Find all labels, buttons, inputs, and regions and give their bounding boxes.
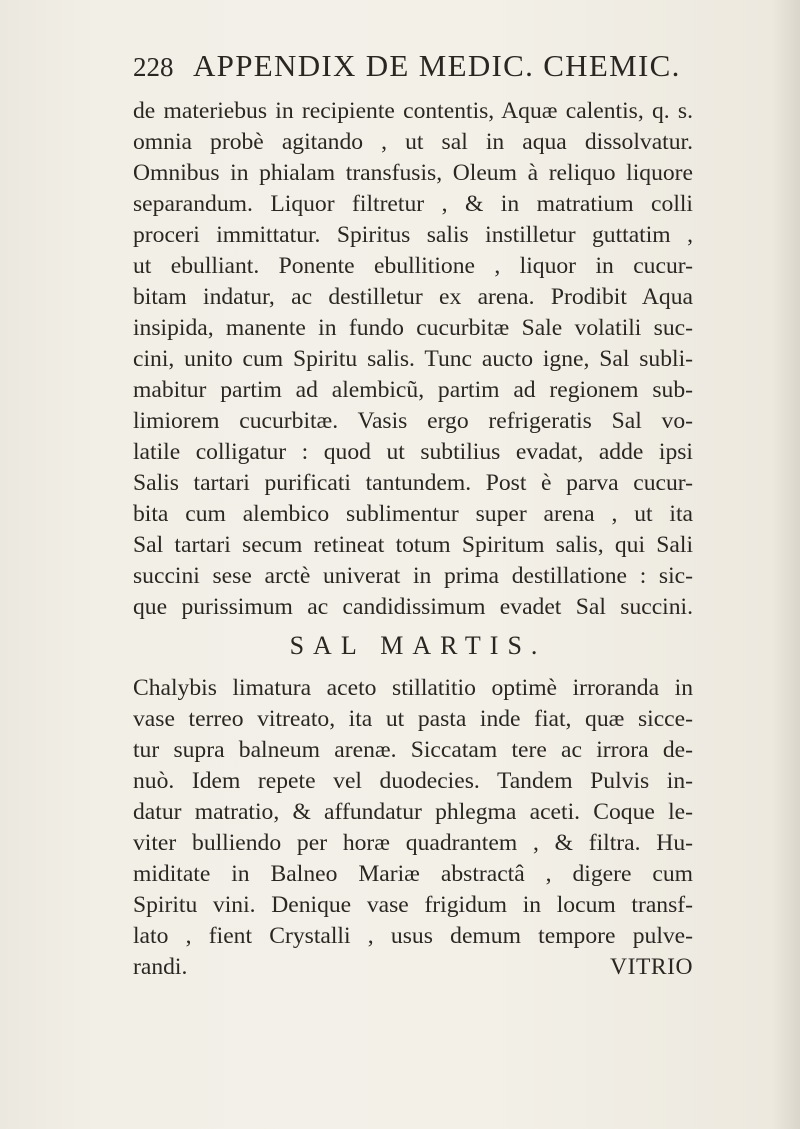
text-line: limiorem cucurbitæ. Vasis ergo refrigeratis Sal vo- — [133, 408, 693, 434]
text-line: succini sese arctè univerat in prima destillatione : sic- — [133, 563, 693, 589]
text-line: Sal tartari secum retineat totum Spiritum salis, qui Sali — [133, 532, 693, 558]
final-text: randi. — [133, 954, 188, 980]
text-line: ut ebulliant. Ponente ebullitione , liquor in cucur- — [133, 253, 693, 279]
paragraph-2 — [133, 673, 693, 983]
text-line: miditate in Balneo Mariæ abstractâ , digere cum — [133, 861, 693, 887]
text-line: de materiebus in recipiente contentis, Aquæ calentis, q. s. — [133, 98, 693, 124]
text-line: proceri immittatur. Spiritus salis instilletur guttatim , — [133, 222, 693, 248]
final-line — [133, 952, 693, 983]
text-line: latile colligatur : quod ut subtilius evadat, adde ipsi — [133, 439, 693, 465]
page-header — [133, 46, 693, 86]
page-number: 228 — [133, 52, 174, 82]
text-line: viter bulliendo per horæ quadrantem , & filtra. Hu- — [133, 830, 693, 856]
text-line: nuò. Idem repete vel duodecies. Tandem Pulvis in- — [133, 768, 693, 794]
text-line: bitam indatur, ac destilletur ex arena. Prodibit Aqua — [133, 284, 693, 310]
text-line: datur matratio, & affundatur phlegma aceti. Coque le- — [133, 799, 693, 825]
text-line: Spiritu vini. Denique vase frigidum in locum transf- — [133, 892, 693, 918]
section-heading: SAL MARTIS. — [289, 631, 547, 660]
text-line: lato , fient Crystalli , usus demum tempore pulve- — [133, 923, 693, 949]
paragraph-1 — [133, 96, 693, 623]
text-line: Salis tartari purificati tantundem. Post è parva cucur- — [133, 470, 693, 496]
running-head: APPENDIX DE MEDIC. CHEMIC. — [193, 48, 681, 83]
text-line: separandum. Liquor filtretur , & in matratium colli — [133, 191, 693, 217]
page-edge-shadow — [772, 0, 800, 1129]
text-line: Chalybis limatura aceto stillatitio optimè irroranda in — [133, 675, 693, 701]
text-block — [133, 96, 693, 983]
text-line: bita cum alembico sublimentur super arena , ut ita — [133, 501, 693, 527]
text-line: insipida, manente in fundo cucurbitæ Sale volatili suc- — [133, 315, 693, 341]
text-line: omnia probè agitando , ut sal in aqua dissolvatur. — [133, 129, 693, 155]
text-line: tur supra balneum arenæ. Siccatam tere ac irrora de- — [133, 737, 693, 763]
text-line: vase terreo vitreato, ita ut pasta inde fiat, quæ sicce- — [133, 706, 693, 732]
text-line: mabitur partim ad alembicũ, partim ad regionem sub- — [133, 377, 693, 403]
text-line: Omnibus in phialam transfusis, Oleum à reliquo liquore — [133, 160, 693, 186]
text-line: que purissimum ac candidissimum evadet Sal succini. — [133, 594, 693, 620]
text-line: cini, unito cum Spiritu salis. Tunc aucto igne, Sal subli- — [133, 346, 693, 372]
catchword: VITRIO — [610, 954, 693, 980]
